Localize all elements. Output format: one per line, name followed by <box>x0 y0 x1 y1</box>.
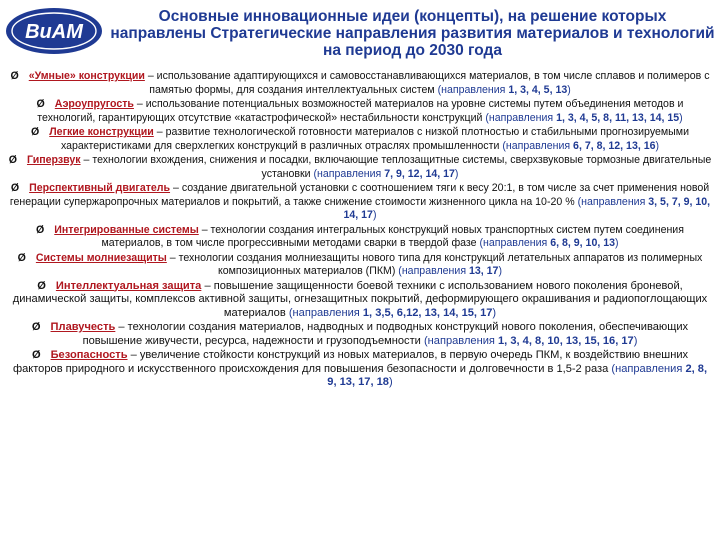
directions-suffix: ) <box>655 139 660 152</box>
concept-item <box>0 280 720 321</box>
directions-numbers: 1, 3, 4, 5, 8, 11, 13, 14, 15 <box>556 111 680 124</box>
concept-directions <box>289 307 496 319</box>
directions-numbers: 7, 9, 12, 14, 17 <box>384 167 455 180</box>
directions-prefix: (направления <box>577 195 649 208</box>
directions-suffix: ) <box>567 83 571 96</box>
concept-description: – увеличение стойкости конструкций из новых материалов, в первую очередь ПКМ, к воздействию внешних факторов природного и искусственного происхождения для повышения безопасности и долговечности в 1,5-2 раза <box>12 349 689 375</box>
concept-description: – технологии создания материалов, надводных и подводных конструкций нового поколения, обеспечивающих повышение живучести, ресурса, надежности и грузоподъемности <box>82 321 689 347</box>
logo-text: ВиАМ <box>25 21 83 43</box>
directions-prefix: (направления <box>611 362 686 375</box>
concept-item <box>0 98 720 125</box>
directions-suffix: ) <box>498 265 502 277</box>
directions-suffix: ) <box>615 237 619 249</box>
directions-prefix: (направления <box>437 83 509 96</box>
concept-heading: Интегрированные системы <box>54 223 199 236</box>
directions-prefix: (направления <box>423 334 499 347</box>
concept-item <box>0 224 720 251</box>
concept-heading: Интеллектуальная защита <box>55 279 202 292</box>
concept-directions <box>314 168 459 180</box>
directions-suffix: ) <box>492 306 497 319</box>
concept-directions <box>424 335 637 347</box>
directions-prefix: (направления <box>479 237 551 249</box>
concept-description: – использование адаптирующихся и самовосстанавливающихся материалов, в том числе сплавов и полимеров с памятью формы, для создания интеллектуальных систем <box>144 70 710 96</box>
concept-item <box>0 349 720 390</box>
directions-numbers: 6, 7, 8, 12, 13, 16 <box>573 139 656 152</box>
concept-heading: «Умные» конструкции <box>28 70 145 82</box>
concept-heading: Легкие конструкции <box>49 126 154 138</box>
directions-prefix: (направления <box>398 265 469 277</box>
viam-logo <box>4 6 104 56</box>
directions-numbers: 3, 5, 7, 9, 10, 14, 17 <box>343 195 711 221</box>
page-title: Основные инновационные идеи (концепты), на решение которых направлены Стратегические направления развития материалов и технологий на период до 2030 года <box>110 8 715 59</box>
bullet-arrow-icon: Ø <box>10 70 19 82</box>
directions-prefix: (направления <box>485 111 557 124</box>
concept-description: – технологии создания интегральных конструкций новых транспортных систем путем соединения материалов, в том числе прогрессивными методами сварки в твердой фазе <box>101 223 684 249</box>
bullet-arrow-icon: Ø <box>37 279 46 292</box>
concept-item <box>0 182 720 223</box>
concept-heading: Плавучесть <box>50 321 116 333</box>
bullet-arrow-icon: Ø <box>36 98 45 110</box>
concept-item <box>0 252 720 279</box>
concept-directions <box>438 84 571 96</box>
concept-directions <box>480 237 619 249</box>
concept-item <box>0 321 720 348</box>
bullet-arrow-icon: Ø <box>31 349 41 361</box>
directions-suffix: ) <box>372 209 377 221</box>
concept-description: – развитие технологической готовности материалов с низкой плотностью и стабильными прогнозируемыми характеристиками для сверхлегких конструкций в различных отраслях промышленности <box>60 126 689 152</box>
directions-suffix: ) <box>454 167 459 180</box>
directions-suffix: ) <box>679 111 683 124</box>
concept-item <box>0 154 720 181</box>
bullet-arrow-icon: Ø <box>8 154 17 166</box>
concept-description: – технологии вхождения, снижения и посадки, включающие теплозащитные системы, сверхзвуковые тормозные двигательные установки <box>80 154 712 180</box>
directions-prefix: (направления <box>313 167 385 180</box>
directions-prefix: (направления <box>288 306 363 319</box>
concept-description: – использование потенциальных возможностей материалов на уровне системы путем объединения методов и технологий, гарантирующих отсутствие «катастрофической» нестабильности конструкций <box>37 98 684 124</box>
concept-directions <box>502 140 659 152</box>
concept-item <box>0 70 720 97</box>
bullet-arrow-icon: Ø <box>10 182 20 194</box>
concept-heading: Системы молниезащиты <box>35 251 167 264</box>
bullet-arrow-icon: Ø <box>36 223 45 236</box>
concept-description: – технологии создания молниезащиты нового типа для конструкций летательных аппаратов из полимерных композиционных материалов (ПКМ) <box>166 251 703 277</box>
directions-numbers: 1, 3, 4, 5, 13 <box>508 83 568 96</box>
directions-numbers: 2, 8, 9, 13, 17, 18 <box>327 362 708 388</box>
directions-numbers: 1, 3,5, 6,12, 13, 14, 15, 17 <box>362 306 493 319</box>
concept-heading: Перспективный двигатель <box>29 182 171 194</box>
concept-heading: Аэроупругость <box>54 98 134 110</box>
concept-heading: Безопасность <box>50 349 128 361</box>
bullet-arrow-icon: Ø <box>31 321 41 333</box>
bullet-arrow-icon: Ø <box>17 251 26 264</box>
bullet-arrow-icon: Ø <box>31 126 40 138</box>
concept-directions <box>398 265 502 277</box>
concepts-list <box>0 70 720 391</box>
concept-directions <box>485 112 682 124</box>
directions-suffix: ) <box>633 334 638 347</box>
directions-suffix: ) <box>388 376 393 388</box>
directions-numbers: 13, 17 <box>469 265 499 277</box>
concept-description: – создание двигательной установки с соотношением тяги к весу 20:1, в том числе за счет применения новой генерации супержаропрочных материалов и покрытий, а также снижение стоимости жизненного цикла на 10-20 % <box>9 182 710 208</box>
directions-numbers: 1, 3, 4, 8, 10, 13, 15, 16, 17 <box>498 334 634 347</box>
concept-item <box>0 126 720 153</box>
directions-numbers: 6, 8, 9, 10, 13 <box>550 237 616 249</box>
directions-prefix: (направления <box>502 139 574 152</box>
concept-description: – повышение защищенности боевой техники с использованием нового поколения броневой, динамической защиты, комплексов активной защиты, огнезащитных покрытий, деформирующего окрашивания и радиопоглощающих материалов <box>12 279 708 319</box>
concept-heading: Гиперзвук <box>26 154 81 166</box>
